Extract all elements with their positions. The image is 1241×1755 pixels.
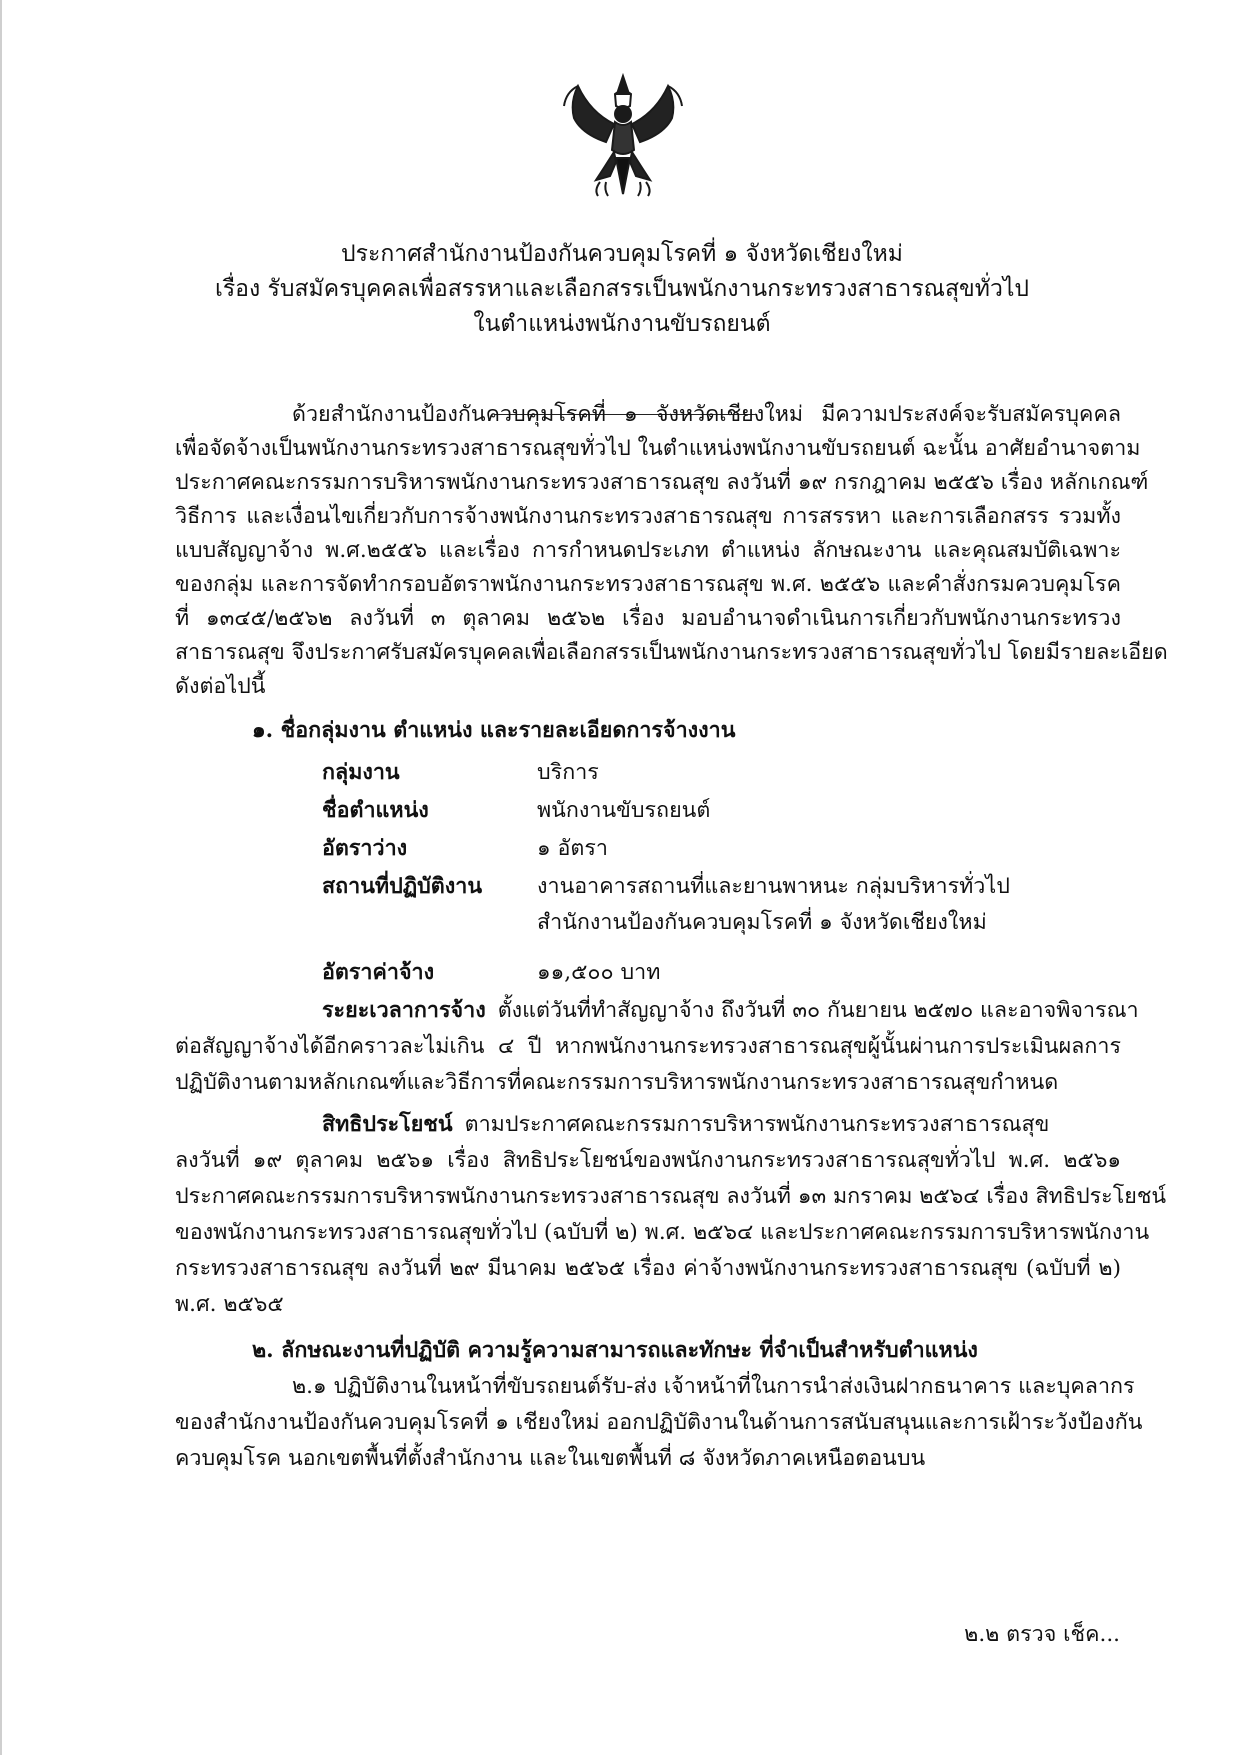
field-label: สถานที่ปฏิบัติงาน [322, 874, 483, 899]
employment-period-text: ต่อสัญญาจ้างได้อีกคราวละไม่เกิน ๔ ปี หากพนักงานกระทรวงสาธารณสุขผู้นั้นผ่านการประเมินผลการ [175, 1034, 1121, 1059]
section-2-text: ควบคุมโรค นอกเขตพื้นที่ตั้งสำนักงาน และในเขตพื้นที่ ๘ จังหวัดภาคเหนือตอนบน [175, 1446, 926, 1471]
field-value: ๑๑,๕๐๐ บาท [537, 960, 661, 985]
field-label: อัตราว่าง [322, 836, 408, 861]
benefit-text: ประกาศคณะกรรมการบริหารพนักงานกระทรวงสาธารณสุข ลงวันที่ ๑๓ มกราคม ๒๕๖๔ เรื่อง สิทธิประโยชน์ [175, 1184, 1167, 1209]
employment-period-label: ระยะเวลาการจ้าง [322, 998, 486, 1023]
field-value: พนักงานขับรถยนต์ [537, 798, 711, 823]
intro-line: สาธารณสุข จึงประกาศรับสมัครบุคคลเพื่อเลือกสรรเป็นพนักงานกระทรวงสาธารณสุขทั่วไป โดยมีรายละเอียด [175, 640, 1168, 665]
announcement-position: ในตำแหน่งพนักงานขับรถยนต์ [473, 311, 771, 337]
benefit-text: กระทรวงสาธารณสุข ลงวันที่ ๒๙ มีนาคม ๒๕๖๕ เรื่อง ค่าจ้างพนักงานกระทรวงสาธารณสุข (ฉบับที่ ๒) [175, 1256, 1121, 1281]
section-1-heading: ๑. ชื่อกลุ่มงาน ตำแหน่ง และรายละเอียดการจ้างงาน [252, 718, 736, 743]
field-value: ๑ อัตรา [537, 836, 608, 861]
section-2-text: ของสำนักงานป้องกันควบคุมโรคที่ ๑ เชียงใหม่ ออกปฏิบัติงานในด้านการสนับสนุนและการเฝ้าระวังป้องกัน [175, 1410, 1143, 1435]
intro-line: ด้วยสำนักงานป้องกันควบคุมโรคที่ ๑ จังหวัดเชียงใหม่ มีความประสงค์จะรับสมัครบุคคล [292, 402, 1121, 427]
intro-line: วิธีการ และเงื่อนไขเกี่ยวกับการจ้างพนักงานกระทรวงสาธารณสุข การสรรหา และการเลือกสรร รวมทั้ง [175, 504, 1121, 529]
benefit-line [322, 1110, 1121, 1140]
employment-period-text: ปฏิบัติงานตามหลักเกณฑ์และวิธีการที่คณะกรรมการบริหารพนักงานกระทรวงสาธารณสุขกำหนด [175, 1070, 1059, 1095]
benefit-text: ลงวันที่ ๑๙ ตุลาคม ๒๕๖๑ เรื่อง สิทธิประโยชน์ของพนักงานกระทรวงสาธารณสุขทั่วไป พ.ศ. ๒๕๖๑ [175, 1148, 1121, 1173]
field-label: ชื่อตำแหน่ง [322, 798, 429, 823]
continuation-marker: ๒.๒ ตรวจ เช็ค... [964, 1622, 1120, 1647]
intro-line: ของกลุ่ม และการจัดทำกรอบอัตราพนักงานกระทรวงสาธารณสุข พ.ศ. ๒๕๕๖ และคำสั่งกรมควบคุมโรค [175, 572, 1121, 597]
field-label: อัตราค่าจ้าง [322, 960, 435, 985]
field-value: งานอาคารสถานที่และยานพาหนะ กลุ่มบริหารทั่วไป [537, 874, 1010, 899]
employment-period-line [322, 996, 1139, 1026]
field-label: กลุ่มงาน [322, 760, 400, 785]
announcement-subject: เรื่อง รับสมัครบุคคลเพื่อสรรหาและเลือกสรรเป็นพนักงานกระทรวงสาธารณสุขทั่วไป [214, 276, 1030, 302]
field-value: บริการ [537, 760, 599, 785]
benefit-text: ตามประกาศคณะกรรมการบริหารพนักงานกระทรวงสาธารณสุข [464, 1112, 1050, 1137]
intro-line: ประกาศคณะกรรมการบริหารพนักงานกระทรวงสาธารณสุข ลงวันที่ ๑๙ กรกฎาคม ๒๕๕๖ เรื่อง หลักเกณฑ์ [175, 470, 1149, 495]
intro-line: ดังต่อไปนี้ [175, 674, 266, 699]
section-2-heading: ๒. ลักษณะงานที่ปฏิบัติ ความรู้ความสามารถและทักษะ ที่จำเป็นสำหรับตำแหน่ง [252, 1338, 978, 1363]
section-2-text: ๒.๑ ปฏิบัติงานในหน้าที่ขับรถยนต์รับ-ส่ง เจ้าหน้าที่ในการนำส่งเงินฝากธนาคาร และบุคลากร [292, 1374, 1135, 1399]
benefit-label: สิทธิประโยชน์ [322, 1112, 453, 1137]
benefit-text: พ.ศ. ๒๕๖๕ [175, 1292, 284, 1317]
employment-period-text: ตั้งแต่วันที่ทำสัญญาจ้าง ถึงวันที่ ๓๐ กันยายน ๒๕๗๐ และอาจพิจารณา [497, 998, 1139, 1023]
intro-line: เพื่อจัดจ้างเป็นพนักงานกระทรวงสาธารณสุขทั่วไป ในตำแหน่งพนักงานขับรถยนต์ ฉะนั้น อาศัยอำนาจตาม [175, 436, 1141, 461]
garuda-emblem-icon [560, 72, 686, 200]
intro-line: ที่ ๑๓๔๕/๒๕๖๒ ลงวันที่ ๓ ตุลาคม ๒๕๖๒ เรื่อง มอบอำนาจดำเนินการเกี่ยวกับพนักงานกระทรวง [175, 606, 1121, 631]
field-value: สำนักงานป้องกันควบคุมโรคที่ ๑ จังหวัดเชียงใหม่ [537, 910, 987, 935]
benefit-text: ของพนักงานกระทรวงสาธารณสุขทั่วไป (ฉบับที่ ๒) พ.ศ. ๒๕๖๔ และประกาศคณะกรรมการบริหารพนักงาน [175, 1220, 1150, 1245]
announcement-title: ประกาศสำนักงานป้องกันควบคุมโรคที่ ๑ จังหวัดเชียงใหม่ [341, 241, 903, 267]
intro-line: แบบสัญญาจ้าง พ.ศ.๒๕๕๖ และเรื่อง การกำหนดประเภท ตำแหน่ง ลักษณะงาน และคุณสมบัติเฉพาะ [175, 538, 1121, 563]
